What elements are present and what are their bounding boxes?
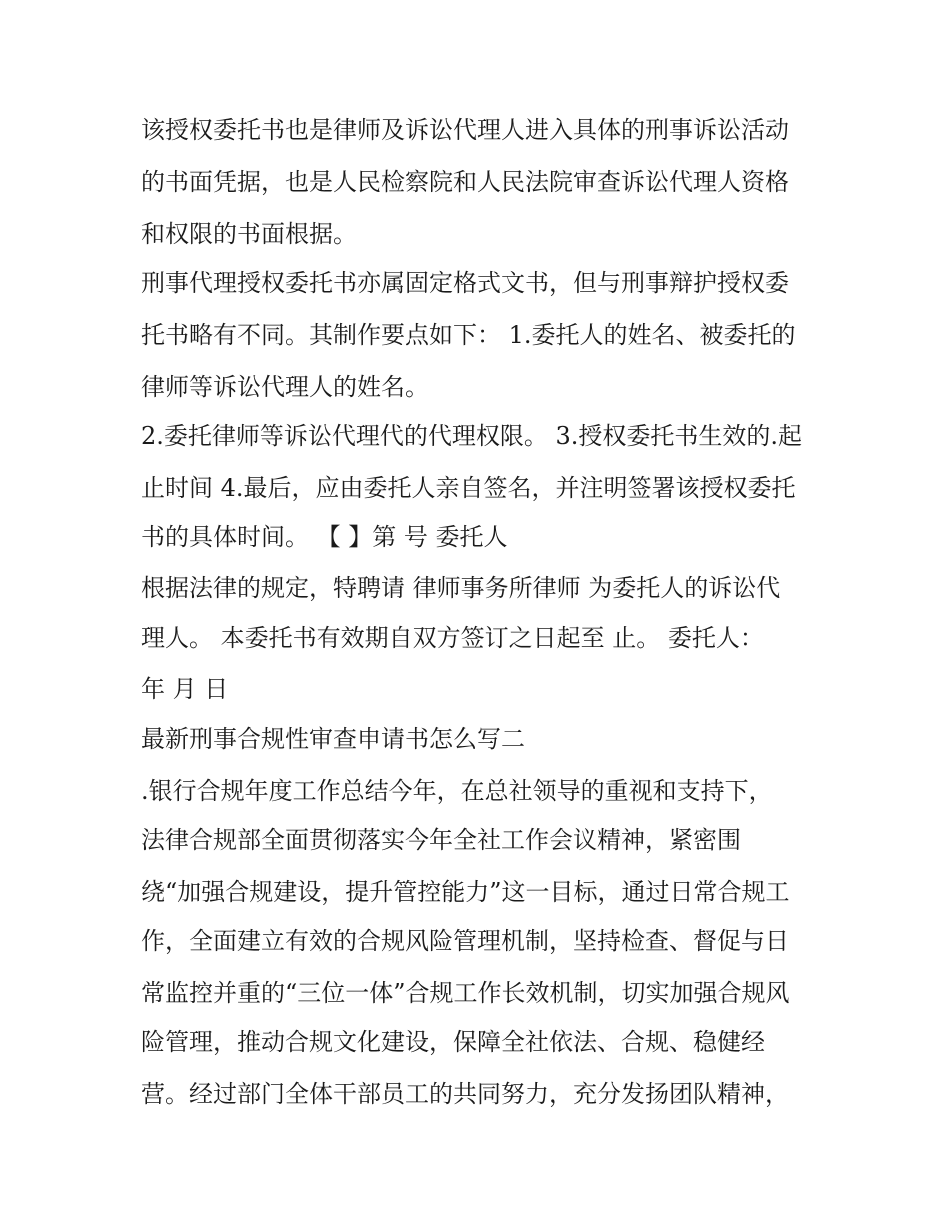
section-heading: 最新刑事合规性审查申请书怎么写二: [141, 725, 525, 753]
text-line: 止时间 4.最后，应由委托人亲自签名，并注明签署该授权委托: [141, 474, 796, 502]
text-line: 营。经过部门全体干部员工的共同努力，充分发扬团队精神，: [141, 1080, 789, 1108]
text-line: 理人。 本委托书有效期自双方签订之日起至 止。 委托人：: [141, 624, 764, 652]
text-line: 刑事代理授权委托书亦属固定格式文书，但与刑事辩护授权委: [141, 269, 789, 297]
text-line: 法律合规部全面贯彻落实今年全社工作会议精神，紧密围: [141, 826, 741, 854]
text-line: 书的具体时间。 【 】第 号 委托人: [141, 523, 508, 551]
text-line: 根据法律的规定，特聘请 律师事务所律师 为委托人的诉讼代: [141, 574, 781, 602]
text-line: 该授权委托书也是律师及诉讼代理人进入具体的刑事诉讼活动: [141, 116, 789, 144]
text-line: 托书略有不同。其制作要点如下： 1.委托人的姓名、被委托的: [141, 321, 796, 349]
text-line: 的书面凭据，也是人民检察院和人民法院审查诉讼代理人资格: [141, 168, 789, 196]
date-line: 年 月 日: [141, 675, 229, 703]
text-line: 作，全面建立有效的合规风险管理机制，坚持检查、督促与日: [141, 927, 789, 955]
text-line: 2.委托律师等诉讼代理代的代理权限。 3.授权委托书生效的.起: [141, 422, 803, 450]
text-line: 险管理，推动合规文化建设，保障全社依法、合规、稳健经: [141, 1028, 765, 1056]
text-line: 常监控并重的“三位一体”合规工作长效机制，切实加强合规风: [141, 979, 790, 1007]
text-line: 律师等诉讼代理人的姓名。: [141, 373, 429, 401]
text-line: 和权限的书面根据。: [141, 220, 357, 248]
text-line: .银行合规年度工作总结今年，在总社领导的重视和支持下，: [141, 777, 773, 805]
text-line: 绕“加强合规建设，提升管控能力”这一目标，通过日常合规工: [141, 878, 790, 906]
